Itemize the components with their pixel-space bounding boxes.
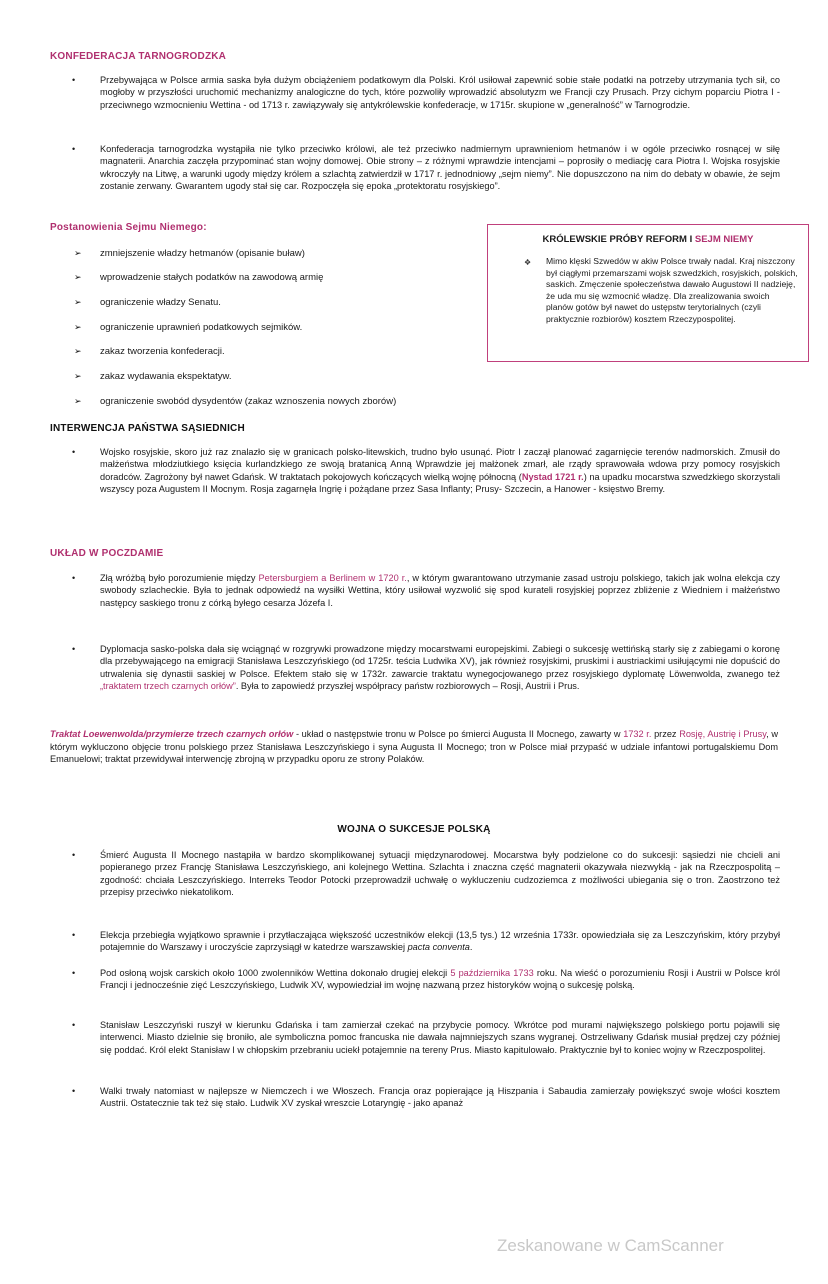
bullet-marker: • bbox=[72, 968, 76, 978]
heading-wojna: WOJNA O SUKCESJE POLSKĄ bbox=[337, 824, 491, 835]
text-run: Dyplomacja sasko-polska dała się wciągnąć w rozgrywki prowadzone między mocarstwami europejskimi. Zabiegi o sukcesję wettińską starły się z zabiegami o koronę dla przebywającego na emigracji Stanisława Leszczyńskiego (od 1725r. teścia Ludwika XV), jak również rosyjskimi, pruskimi i austriackimi usiłującymi nie dopuścić do utrwalenia się dynastii saskiej w Polsce. Efektem stało się w 1732r. zawarcie traktatu wynegocjowanego przez rosyjskiego dyplomatę Löwenwolda, zwanego też bbox=[100, 644, 780, 679]
diamond-bullet-icon: ❖ bbox=[524, 258, 532, 267]
list-item: wprowadzenie stałych podatków na zawodową armię bbox=[100, 272, 324, 283]
list-item: ograniczenie uprawnień podatkowych sejmików. bbox=[100, 322, 303, 333]
arrow-bullet-icon: ➢ bbox=[74, 272, 82, 282]
paragraph-konfederacja-1: Przebywająca w Polsce armia saska była dużym obciążeniem podatkowym dla Polski. Król usiłował zapewnić sobie stałe podatki na potrzeby utrzymania tych sił, co mogłoby w przyszłości uruchomić mechanizmy analogiczne do tych, które pozwoliły wprowadzić absolutyzm we Francji czy Prusach. Przy cichym poparciu Piotra I - przeciwnego wzmocnieniu Wettina - od 1713 r. zawiązywały się antykrólewskie konfederacje, w 1715r. skupione w „generalność” w Tarnogrodzie. bbox=[100, 75, 780, 110]
bullet-marker: • bbox=[72, 573, 76, 583]
bullet-marker: • bbox=[72, 447, 76, 457]
text-run: Elekcja przebiegła wyjątkowo sprawnie i przytłaczająca większość uczestników elekcji (13,5 tys.) 12 września 1733r. opowiedziała się za Leszczyńskim, który przybył potajemnie do Warszawy i uroczyście zaprzysiągł w katedrze warszawskiej bbox=[100, 930, 780, 953]
bullet-marker: • bbox=[72, 144, 76, 154]
heading-interwencja: INTERWENCJA PAŃSTWA SĄSIEDNICH bbox=[50, 423, 245, 434]
paragraph-poczdam-1 bbox=[100, 572, 780, 609]
paragraph-wojna-3 bbox=[100, 967, 780, 992]
bullet-marker: • bbox=[72, 930, 76, 940]
text-run: Złą wróżbą było porozumienie między bbox=[100, 573, 259, 583]
list-item: zakaz wydawania ekspektatyw. bbox=[100, 371, 232, 382]
text-run: przez bbox=[651, 729, 680, 739]
paragraph-poczdam-2 bbox=[100, 643, 780, 693]
paragraph-wojna-4: Stanisław Leszczyński ruszył w kierunku Gdańska i tam zamierzał czekać na przybycie pomocy. Wkrótce pod murami największego polskiego portu pojawili się interwenci. Miasto dzielnie się broniło, ale symboliczna pomoc francuska nie dawała najmniejszych szans wygranej. Ostrzeliwany Gdańsk musiał prędzej czy później się poddać. Król elekt Stanisław I w chłopskim przebraniu uciekł potajemnie na tereny Prus. Miasto kapitulowało. Praktycznie był to koniec wojny w Rzeczpospolitej. bbox=[100, 1020, 780, 1055]
bullet-marker: • bbox=[72, 850, 76, 860]
text-run: Wojsko rosyjskie, skoro już raz znalazło się w granicach polsko-litewskich, trudno było usunąć. Piotr I zaczął planować zagarnięcie terenów nadmorskich. Zmusił do małżeństwa młodziutkiego księcia kurlandzkiego ze swoją bratanicą Anną Wprawdzie jej małżonek zmarł, ale rządy sprawowała wdowa przy pomocy rosyjskich doradców. Zagrożony był nawet Gdańsk. W traktatach pokojowych kończących wielką wojnę północną ( bbox=[100, 447, 780, 482]
text-run: ) na upadku mocarstwa szwedzkiego skorzystali wszyscy poza Augustem II Mocnym. Rosja zagarnęła Ingrię i pożądane przez Sasa Inflanty; Prusy- Szczecin, a Hanower - księstwo Bremy. bbox=[100, 471, 780, 495]
text-run: . bbox=[469, 942, 473, 953]
paragraph-interwencja bbox=[100, 446, 780, 496]
traktat-title: Traktat Loewenwolda/przymierze trzech czarnych orłów bbox=[50, 729, 294, 739]
paragraph-wojna-2 bbox=[100, 929, 780, 954]
text-run: roku. Na wieść o porozumieniu Rosji i Austrii w Polsce król Francji i jednocześnie zięć Leszczyńskiego, Ludwik XV, wypowiedział im wojnę nazwaną przez historyków wojną o sukcesję polską. bbox=[100, 968, 781, 991]
highlight-5-pazdziernika: 5 października 1733 bbox=[450, 968, 534, 978]
paragraph-traktat bbox=[50, 728, 778, 766]
arrow-bullet-icon: ➢ bbox=[74, 346, 82, 356]
text-run: - układ o następstwie tronu w Polsce po śmierci Augusta II Mocnego, zawarty w bbox=[293, 729, 624, 739]
bullet-marker: • bbox=[72, 1086, 76, 1096]
highlight-1732: 1732 r. bbox=[623, 729, 652, 739]
box-title bbox=[488, 234, 808, 245]
reforms-box bbox=[487, 224, 809, 362]
highlight-petersburg-berlin: Petersburgiem a Berlinem w 1720 r. bbox=[258, 573, 407, 583]
box-text: Mimo klęski Szwedów w akiw Polsce trwały nadal. Kraj niszczony był ciągłymi przemarszami wojsk szwedzkich, rosyjskich, polskich, saskich. Zmęczenie społeczeństwa dawało Augustowi II nadzieję, że uda mu się wzmocnić władzę. Dla zrealizowania swoich planów gotów był nawet do ustępstw terytorialnych (czyli praktycznie rozbiorów) kosztem Rzeczypospolitej. bbox=[546, 256, 798, 324]
arrow-bullet-icon: ➢ bbox=[74, 371, 82, 381]
text-run: Pod osłoną wojsk carskich około 1000 zwolenników Wettina dokonało drugiej elekcji bbox=[100, 968, 451, 978]
list-item: ograniczenie swobód dysydentów (zakaz wznoszenia nowych zborów) bbox=[100, 396, 397, 407]
highlight-trzech-orlow: „traktatem trzech czarnych orłów” bbox=[100, 681, 236, 692]
list-item: ograniczenie władzy Senatu. bbox=[100, 297, 221, 308]
pacta-conventa: pacta conventa bbox=[407, 942, 470, 953]
heading-konfederacja: KONFEDERACJA TARNOGRODZKA bbox=[50, 51, 227, 62]
list-item: zakaz tworzenia konfederacji. bbox=[100, 346, 225, 357]
paragraph-wojna-5: Walki trwały natomiast w najlepsze w Niemczech i we Włoszech. Francja oraz popierające ją Hiszpania i Sabaudia zamierzały powiększyć swoje włości kosztem Austrii. Ostatecznie tak też się stało. Ludwik XV zyskał wreszcie Lotaryngię - jako apanaż bbox=[100, 1086, 780, 1109]
nystad-highlight: Nystad 1721 r. bbox=[521, 471, 584, 482]
arrow-bullet-icon: ➢ bbox=[74, 322, 82, 332]
arrow-bullet-icon: ➢ bbox=[74, 248, 82, 258]
box-title-text: KRÓLEWSKIE PRÓBY REFORM I bbox=[542, 234, 695, 245]
camscanner-watermark: Zeskanowane w CamScanner bbox=[497, 1236, 724, 1255]
highlight-rosja-austria-prusy: Rosję, Austrię i Prusy bbox=[679, 729, 767, 739]
text-run: . Była to zapowiedź przyszłej współpracy państw rozbiorowych – Rosji, Austrii i Prus. bbox=[235, 681, 580, 692]
heading-sejm-niemy: Postanowienia Sejmu Niemego: bbox=[50, 222, 207, 233]
list-item: zmniejszenie władzy hetmanów (opisanie buław) bbox=[100, 248, 305, 259]
text-run: , w którym wykluczono objęcie tronu polskiego przez Stanisława Leszczyńskiego i syna Augusta II Mocnego; tron w Polsce miał przypaść w udziale infantowi portugalskiemu Dom Emanuelowi; traktat przewidywał interwencję zbrojną w przypadku oporu ze strony Polaków. bbox=[50, 729, 778, 765]
paragraph-wojna-1: Śmierć Augusta II Mocnego nastąpiła w bardzo skomplikowanej sytuacji międzynarodowej. Mocarstwa były podzielone co do sukcesji: sąsiedzi nie chcieli ani popieranego przez Francję Stanisława Leszczyńskiego, ani kolejnego Wettina. Szlachta i znaczna część magnaterii okazywała niezwykłą - jak na Rzeczpospolitą – zgodność: chciała Leszczyńskiego. Interreks Teodor Potocki przeprowadził uchwałę o wykluczeniu cudzoziemca z możliwości ubiegania się o tron. Zaostrzono też przepisy przeciwko niekatolikom. bbox=[100, 850, 780, 898]
paragraph-konfederacja-2: Konfederacja tarnogrodzka wystąpiła nie tylko przeciwko królowi, ale też przeciwko nadmiernym uprawnieniom hetmanów i w ogóle przeciwko rosnącej w siłę magnaterii. Anarchia zaczęła przypominać stan wojny domowej. Obie strony – z różnymi wprawdzie intencjami – poprosiły o mediację cara Piotra I. Wojska rosyjskie wkroczyły na Litwę, a warunki ugody między królem a szlachtą zatwierdził w 1717 r. jednodniowy „sejm niemy”. Nie dopuszczono na nim do debaty w obawie, że sejm zostanie zerwany. Gwarantem ugody stał się car. Rozpoczęła się epoka „protektoratu rosyjskiego”. bbox=[100, 144, 780, 192]
bullet-marker: • bbox=[72, 75, 76, 85]
arrow-bullet-icon: ➢ bbox=[74, 297, 82, 307]
bullet-marker: • bbox=[72, 1020, 76, 1030]
bullet-marker: • bbox=[72, 644, 76, 654]
heading-poczdam: UKŁAD W POCZDAMIE bbox=[50, 548, 164, 559]
box-title-highlight: SEJM NIEMY bbox=[694, 234, 754, 245]
text-run: , w którym gwarantowano utrzymanie zasad ustroju polskiego, takich jak wolna elekcja czy swobody szlacheckie. Była to jednak odpowiedź na wysiłki Wettina, który usiłował wyzwolić się spod kurateli rosyjskiej poprzez zbliżenie z Wiedniem i małżeństwo następcy saskiego tronu z córką byłego cesarza Józefa I. bbox=[100, 573, 780, 608]
arrow-bullet-icon: ➢ bbox=[74, 396, 82, 406]
